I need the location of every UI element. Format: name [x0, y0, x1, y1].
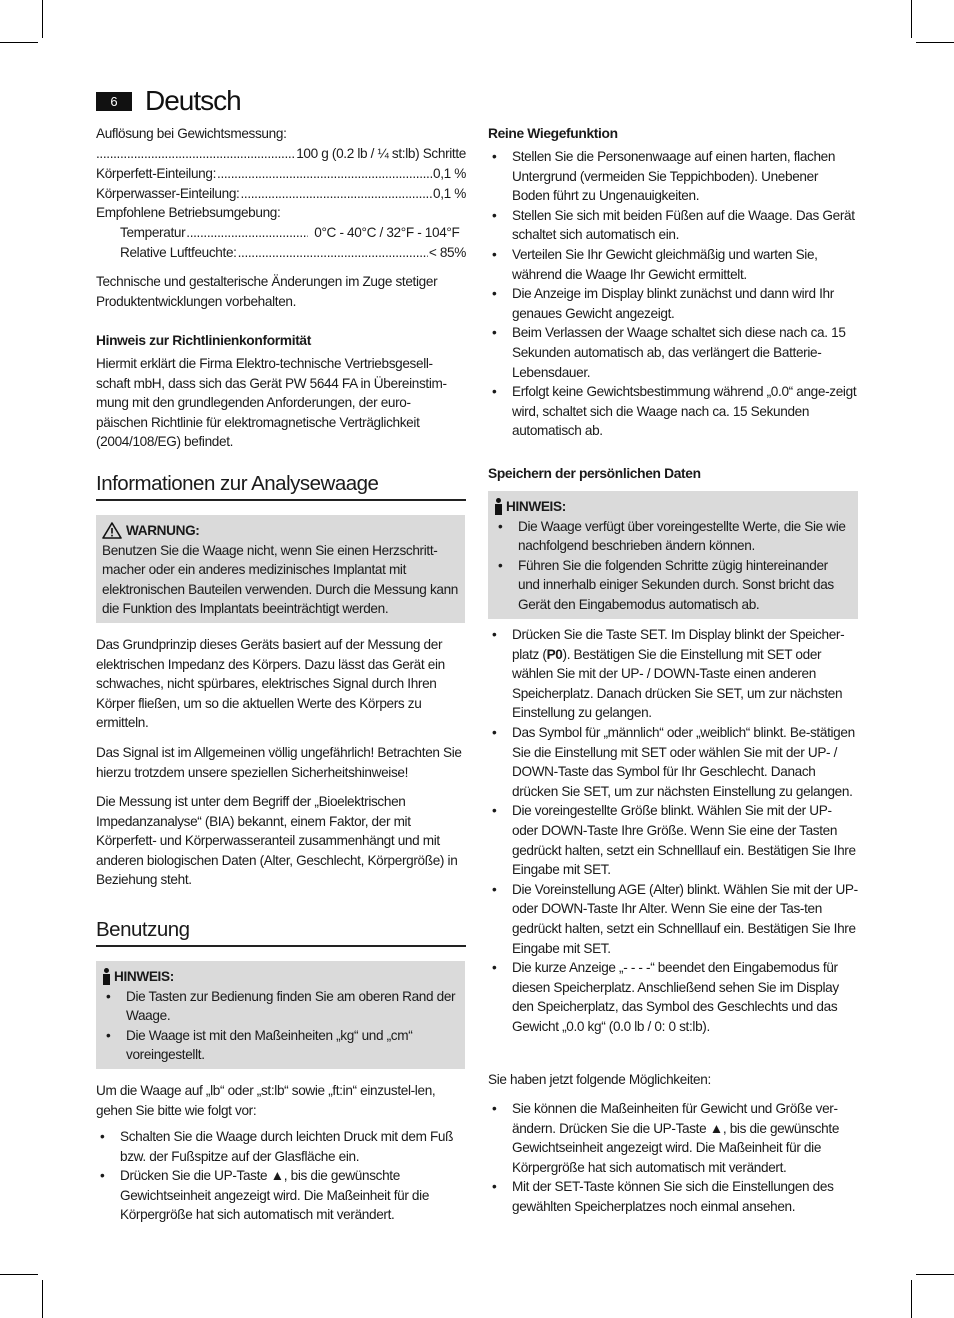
crop-mark [0, 42, 38, 43]
spec-fat-row [96, 164, 466, 184]
paragraph-bia: Die Messung ist unter dem Begriff der „Bioelektrischen Impedanzanalyse“ (BIA) bekannt, einem Faktor, der mit Körperfett- und Körperwasseranteil zusammenhängt und mit anderen biologischen Daten (Alter, Geschlecht, Körpergröße) in Beziehung steht. [96, 794, 458, 888]
list-item: • Stellen Sie sich mit beiden Füßen auf die Waage. Das Gerät schaltet sich automatisch ein. [488, 206, 858, 245]
spec-resolution-row [96, 144, 466, 164]
list-item: • Schalten Sie die Waage durch leichten Druck mit dem Fuß bzw. der Fußspitze auf der Glasfläche ein. [96, 1127, 462, 1166]
list-item: • Das Symbol für „männlich“ oder „weiblich“ blinkt. Be-stätigen Sie die Einstellung mit SET oder wählen Sie mit der UP- / DOWN-Taste das Symbol für Ihr Geschlecht. Danach drücken Sie SET, um zur nächsten Einstellung zu gelangen. [488, 723, 858, 801]
spec-water-value: 0,1 % [432, 186, 466, 201]
section-title-usage: Benutzung [96, 920, 466, 947]
list-item: • Sie können die Maßeinheiten für Gewicht und Größe ver-ändern. Drücken Sie die UP-Taste ▲, bis die gewünschte Gewichtseinheit angezeigt wird. Die Maßeinheit für die Körpergröße hat sich automatisch mit verändert. [488, 1099, 858, 1177]
list-item: • Stellen Sie die Personenwaage auf einen harten, flachen Untergrund (vermeiden Sie Teppichboden). Unebener Boden führt zu Ungenauigkeiten. [488, 147, 858, 206]
crop-mark [911, 0, 912, 38]
paragraph-units: Um die Waage auf „lb“ oder „st:lb“ sowie „ft:in“ einzustel-len, gehen Sie bitte wie folgt vor: [96, 1083, 436, 1118]
leader-dots [96, 144, 295, 164]
crop-mark [0, 1274, 38, 1275]
note-box-save [488, 491, 858, 619]
changes-note: Technische und gestalterische Änderungen im Zuge stetiger Produktentwicklungen vorbehalten. [96, 274, 438, 309]
weighing-heading: Reine Wiegefunktion [488, 126, 618, 141]
leader-dots [217, 164, 432, 184]
warning-label: WARNUNG: [126, 523, 200, 538]
spec-fat-value: 0,1 % [432, 166, 466, 181]
conformity-heading: Hinweis zur Richtlinienkonformität [96, 333, 312, 348]
weighing-list [488, 147, 858, 441]
info-icon [494, 498, 503, 515]
spec-resolution-label: Auflösung bei Gewichtsmessung: [96, 126, 287, 141]
options-intro: Sie haben jetzt folgende Möglichkeiten: [488, 1072, 711, 1087]
spec-water-label: Körperwasser-Einteilung: [96, 186, 240, 201]
page-number-badge [96, 92, 132, 111]
spec-water-row [96, 184, 466, 204]
list-item: • Die Voreinstellung AGE (Alter) blinkt. Wählen Sie mit der UP- oder DOWN-Taste Ihr Alter. Wenn Sie eine der Tas-ten gedrückt halten, setzt ein Schnelllauf ein. Bestätigen Sie Ihre Eingabe mit SET. [488, 880, 858, 958]
warning-text: Benutzen Sie die Waage nicht, wenn Sie einen Herzschritt-macher oder ein anderes medizinisches Implantat mit elektronischen Bauteilen verwenden. Durch die Messung kann die Funktion des Implantats beeinträchtigt werden. [102, 542, 459, 617]
warning-label-row [102, 521, 459, 541]
conformity-text: Hiermit erklärt die Firma Elektro-technische Vertriebsgesell-schaft mbH, dass sich das Gerät PW 5644 FA in Übereinstim-mung mit den grundlegenden Anforderungen, der euro-päischen Richtlinie für elektromagnetische Verträglichkeit (2004/108/EG) befindet. [96, 356, 447, 450]
section-title-analysis: Informationen zur Analysewaage [96, 474, 466, 501]
crop-mark [42, 1280, 43, 1318]
list-item: • Mit der SET-Taste können Sie sich die Einstellungen des gewählten Speicherplatzes noch einmal ansehen. [488, 1177, 858, 1216]
crop-mark [911, 1280, 912, 1318]
leader-dots [238, 243, 428, 263]
save-data-heading: Speichern der persönlichen Daten [488, 466, 701, 481]
spec-temperature-label: Temperatur [120, 225, 186, 240]
crop-mark [916, 1274, 954, 1275]
list-item: • Beim Verlassen der Waage schaltet sich diese nach ca. 15 Sekunden automatisch ab, das verlängert die Batterie-Lebensdauer. [488, 323, 858, 382]
list-item: • Verteilen Sie Ihr Gewicht gleichmäßig und warten Sie, während die Waage Ihr Gewicht ermittelt. [488, 245, 858, 284]
note-box-usage [96, 961, 465, 1069]
warning-icon [102, 522, 122, 539]
list-item: • Die Anzeige im Display blinkt zunächst und dann wird Ihr genaues Gewicht angezeigt. [488, 284, 858, 323]
crop-mark [42, 0, 43, 38]
options-list [488, 1099, 858, 1217]
note-label-row [494, 497, 852, 517]
paragraph-signal: Das Signal ist im Allgemeinen völlig ungefährlich! Betrachten Sie hierzu trotzdem unsere speziellen Sicherheitshinweise! [96, 745, 462, 780]
list-item: • Erfolgt keine Gewichtsbestimmung während „0.0“ ange-zeigt wird, schaltet sich die Waage nach ca. 15 Sekunden automatisch ab. [488, 382, 858, 441]
info-icon [102, 968, 111, 985]
leader-dots [186, 223, 308, 243]
list-item: • Führen Sie die folgenden Schritte zügig hintereinander und innerhalb einiger Sekunden durch. Sonst bricht das Gerät den Eingabemodus automatisch ab. [494, 556, 852, 615]
units-steps-list [96, 1127, 462, 1225]
note-label: HINWEIS: [506, 499, 566, 514]
memory-slot-code: P0 [546, 646, 563, 662]
list-item: • Die Tasten zur Bedienung finden Sie am oberen Rand der Waage. [102, 987, 459, 1026]
crop-mark [916, 42, 954, 43]
spec-humidity-value: < 85% [428, 245, 466, 260]
list-item [488, 625, 858, 723]
list-item: • Die voreingestellte Größe blinkt. Wählen Sie mit der UP- oder DOWN-Taste Ihre Größe. Wenn Sie eine der Tasten gedrückt halten, setzt ein Schnelllauf ein. Bestätigen Sie Ihre Eingabe mit SET. [488, 801, 858, 879]
spec-fat-label: Körperfett-Einteilung: [96, 166, 217, 181]
list-item: • Die Waage ist mit den Maßeinheiten „kg“ und „cm“ voreingestellt. [102, 1026, 459, 1065]
list-item: • Die kurze Anzeige „- - - -“ beendet den Eingabemodus für diesen Speicherplatz. Anschließend sehen Sie im Display den Speicherplatz, das Symbol des Geschlechts und das Gewicht „0.0 kg“ (0.0 lb / 0: 0 st:lb). [488, 958, 858, 1036]
spec-temperature-row [120, 223, 466, 243]
spec-humidity-row [120, 243, 466, 263]
list-item: • Drücken Sie die UP-Taste ▲, bis die gewünschte Gewichtseinheit angezeigt wird. Die Maßeinheit für die Körpergröße hat sich automatisch mit verändert. [96, 1166, 462, 1225]
list-item: • Die Waage verfügt über voreingestellte Werte, die Sie wie nachfolgend beschrieben ändern können. [494, 517, 852, 556]
save-steps-list [488, 625, 858, 1036]
paragraph-principle: Das Grundprinzip dieses Geräts basiert auf der Messung der elektrischen Impedanz des Körpers. Dazu lässt das Gerät ein schwaches, nicht spürbares, elektrisches Signal durch Ihren Körper fließen, um so die aktuellen Werte des Körpers zu ermitteln. [96, 637, 445, 731]
step-text: Drücken Sie die Taste SET. Im Display blinkt der Speicher-platz ( [512, 627, 845, 662]
leader-dots [240, 184, 432, 204]
warning-box [96, 515, 465, 623]
spec-resolution-value: 100 g (0.2 lb / ¼ st:lb) Schritte [296, 146, 466, 161]
spec-environment-label: Empfohlene Betriebsumgebung: [96, 205, 281, 220]
page-title: Deutsch [145, 85, 241, 116]
note-label: HINWEIS: [114, 969, 174, 984]
step-text: ). Bestätigen Sie die Einstellung mit SET oder wählen Sie mit der UP- / DOWN-Taste einen anderen Speicherplatz. Danach drücken Sie SET, um zur nächsten Einstellung zu gelangen. [512, 646, 843, 721]
spec-humidity-label: Relative Luftfeuchte: [120, 245, 237, 260]
note-label-row [102, 967, 459, 987]
page-number: 6 [110, 94, 118, 109]
spec-temperature-value: 0°C - 40°C / 32°F - 104°F [314, 225, 460, 240]
